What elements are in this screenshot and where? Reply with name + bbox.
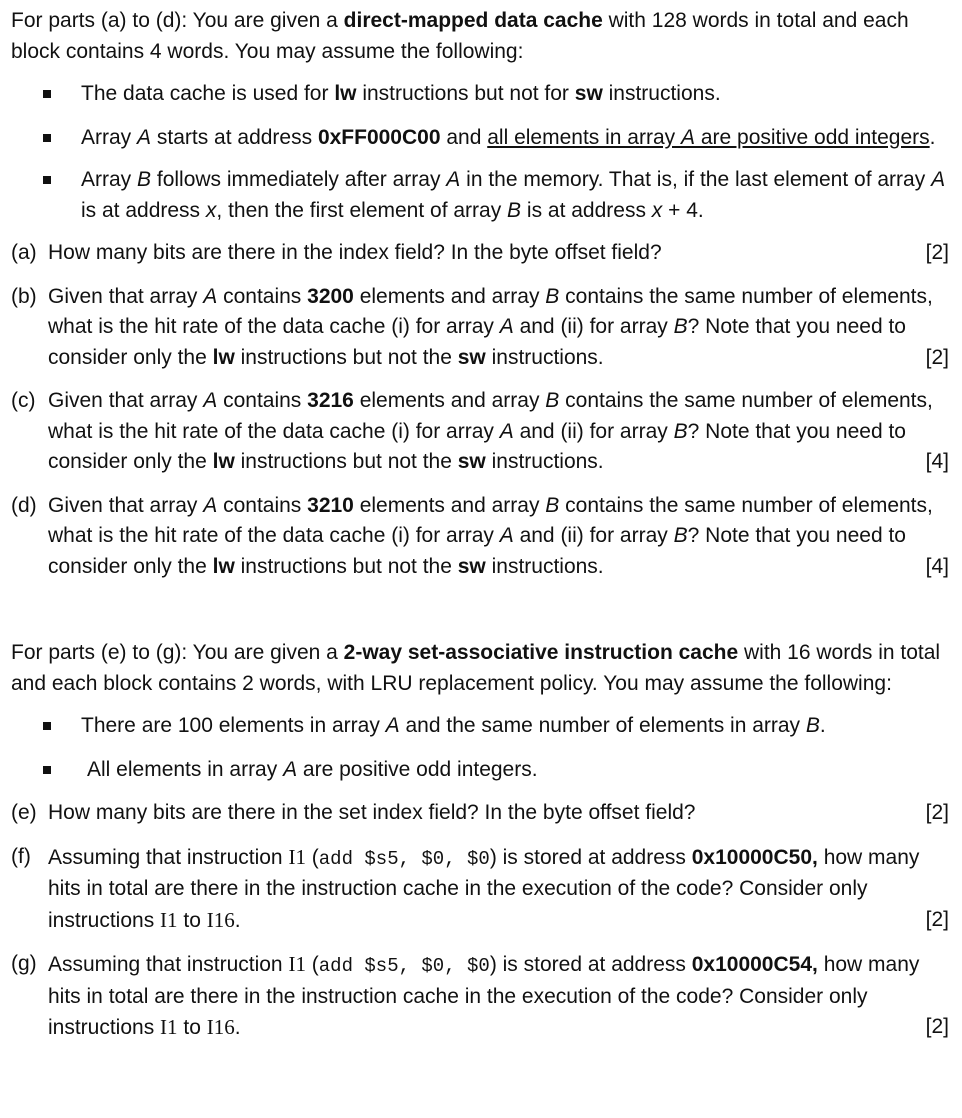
question-e: (e) How many bits are there in the set index field? In the byte offset field? [2] xyxy=(11,801,949,824)
section1-intro: For parts (a) to (d): You are given a direct-mapped data cache with 128 words in total and each block contains 4 words. You may assume the following: xyxy=(11,9,909,63)
bullet-square-icon xyxy=(43,722,51,730)
question-f: (f) Assuming that instruction I1 (add $s5, $0, $0) is stored at address 0x10000C50, how many hits in total are there in the instruction cache in the execution of the code? Consider only instructions I1 to I16. [2] xyxy=(11,844,949,932)
question-b: (b) Given that array A contains 3200 elements and array B contains the same number of elements, what is the hit rate of the data cache (i) for array A and (ii) for array B? Note that you need to consider only the lw instructions but not the sw instructions. [2] xyxy=(11,284,949,369)
bullet-square-icon xyxy=(43,134,51,142)
bullet-odd-integers: All elements in array A are positive odd integers. xyxy=(11,755,949,786)
bullet-array-b-follows: Array B follows immediately after array A in the memory. That is, if the last element of array A is at address x, then the first element of array B is at address x + 4. xyxy=(11,165,949,226)
question-g: (g) Assuming that instruction I1 (add $s5, $0, $0) is stored at address 0x10000C54, how many hits in total are there in the instruction cache in the execution of the code? Consider only instructions I1 to I16. [2] xyxy=(11,952,949,1039)
bullet-square-icon xyxy=(43,176,51,184)
bullet-array-sizes: There are 100 elements in array A and the same number of elements in array B. xyxy=(11,711,949,742)
bullet-array-a-address: Array A starts at address 0xFF000C00 and all elements in array A are positive odd integers. xyxy=(11,123,949,154)
question-a: (a) How many bits are there in the index field? In the byte offset field? [2] xyxy=(11,241,949,264)
question-c: (c) Given that array A contains 3216 elements and array B contains the same number of elements, what is the hit rate of the data cache (i) for array A and (ii) for array B? Note that you need to consider only the lw instructions but not the sw instructions. [4] xyxy=(11,389,949,473)
question-d: (d) Given that array A contains 3210 elements and array B contains the same number of elements, what is the hit rate of the data cache (i) for array A and (ii) for array B? Note that you need to consider only the lw instructions but not the sw instructions. [4] xyxy=(11,493,949,578)
bullet-cache-usage: The data cache is used for lw instructions but not for sw instructions. xyxy=(11,79,949,110)
bullet-square-icon xyxy=(43,766,51,774)
document-page xyxy=(11,6,949,1044)
section2-intro: For parts (e) to (g): You are given a 2-way set-associative instruction cache with 16 words in total and each block contains 2 words, with LRU replacement policy. You may assume the following: xyxy=(11,641,941,695)
bullet-square-icon xyxy=(43,90,51,98)
